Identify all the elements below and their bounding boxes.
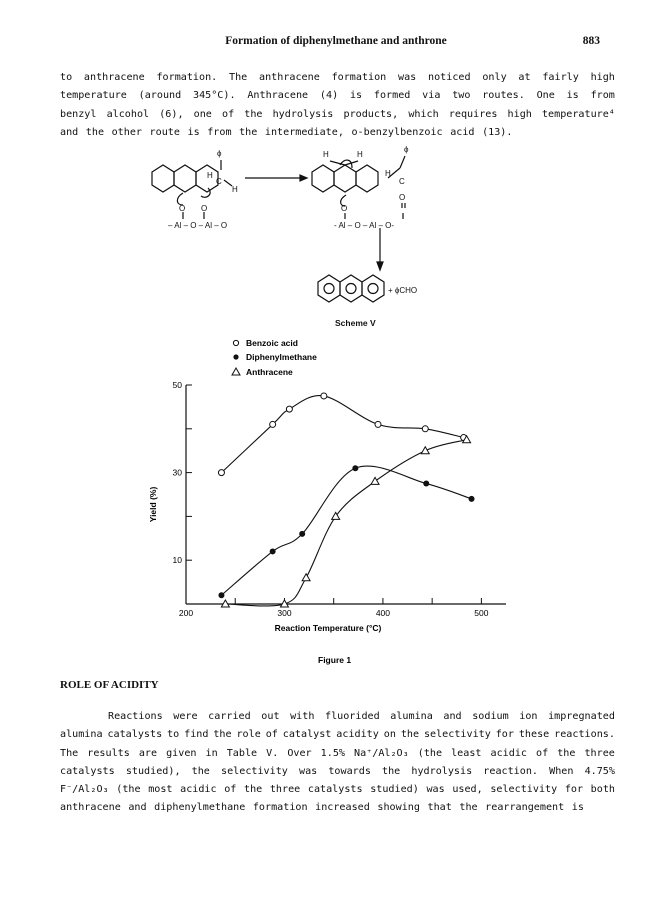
o-label-right-2: O <box>341 204 348 213</box>
word: route <box>149 126 180 138</box>
word: selectivity <box>490 784 558 796</box>
x-tick-label: 500 <box>474 608 489 618</box>
word: anthracene <box>83 72 145 83</box>
word: is <box>566 90 579 102</box>
word: was <box>398 72 417 83</box>
word: F⁻/Al₂O₃ <box>60 784 109 796</box>
text-line <box>60 726 615 744</box>
benzoic-acid-point <box>286 406 292 412</box>
figure-caption: Figure 1 <box>318 655 352 665</box>
word: (13). <box>482 126 513 138</box>
legend-label-anthracene: Anthracene <box>246 367 293 377</box>
legend-filled-circle-icon <box>233 354 238 359</box>
word: products, <box>343 108 399 120</box>
word: the <box>382 765 401 777</box>
word: diphenylmethane <box>154 802 246 814</box>
word: impregnated <box>548 711 615 722</box>
word: 345°C). <box>193 90 236 102</box>
word: reaction. <box>483 765 538 777</box>
word: the <box>557 747 576 759</box>
word: formation <box>331 72 387 83</box>
word: (the <box>116 784 141 796</box>
word: fluorided <box>325 711 380 722</box>
h-label-left: H <box>232 185 238 194</box>
word: 4.75% <box>584 765 615 777</box>
y-tick-label: 10 <box>172 555 182 566</box>
word: studied) <box>370 784 419 796</box>
word: the <box>244 784 263 796</box>
word: carried <box>208 711 251 722</box>
word: V. <box>266 747 279 759</box>
word: results <box>87 747 130 759</box>
x-axis-label: Reaction Temperature (°C) <box>274 623 382 633</box>
word: of <box>265 729 278 741</box>
word: three <box>269 784 301 796</box>
benzoic-acid-point <box>422 426 428 432</box>
diphenylmethane-point <box>469 496 475 502</box>
word: the <box>459 802 478 814</box>
word: (6), <box>159 108 184 120</box>
word: at <box>518 72 531 83</box>
word: selectivity <box>423 729 491 741</box>
o-label-left-2: O <box>201 204 208 213</box>
word: two <box>452 90 471 102</box>
word: studied), <box>125 765 181 777</box>
word: these <box>518 729 550 741</box>
y-tick-label: 30 <box>172 467 182 478</box>
word: were <box>173 711 198 722</box>
series-line-1 <box>221 466 471 595</box>
diphenylmethane-point <box>423 481 429 487</box>
word: acidity <box>336 729 379 741</box>
word: via <box>422 90 441 102</box>
word: One <box>536 90 555 102</box>
word: catalysts <box>107 729 163 741</box>
y-tick-label: 50 <box>172 380 182 390</box>
word: catalysts <box>60 765 115 777</box>
anthracene-point <box>421 447 429 454</box>
text-line <box>60 745 615 763</box>
benzoic-acid-point <box>321 393 327 399</box>
word: 1.5% <box>320 747 345 759</box>
word: anthracene <box>60 802 121 814</box>
word: the <box>85 126 105 138</box>
word: is <box>571 802 584 814</box>
word: the <box>213 729 232 741</box>
word: acidic <box>490 747 527 759</box>
word: was <box>426 784 445 796</box>
legend-open-triangle-icon <box>232 368 240 375</box>
text-line <box>60 708 615 726</box>
word: the <box>244 108 263 120</box>
legend-label-benzoic-acid: Benzoic acid <box>246 338 298 348</box>
word: least <box>451 747 482 759</box>
word: of <box>222 108 235 120</box>
diphenylmethane-point <box>299 531 305 537</box>
anthracene-point <box>302 574 310 581</box>
diphenylmethane-point <box>218 592 224 598</box>
word: alcohol <box>106 108 150 120</box>
word: sodium <box>472 711 509 722</box>
word: When <box>549 765 574 777</box>
word: ion <box>519 711 538 722</box>
paragraph-role-of-acidity <box>60 708 615 818</box>
word: o-benzylbenzoic <box>351 126 443 138</box>
word: find <box>184 729 209 741</box>
x-tick-label: 200 <box>178 608 194 618</box>
word: Table <box>226 747 258 759</box>
phi-label-right: ϕ <box>404 145 409 154</box>
text-line <box>60 799 615 817</box>
word: Na⁺/Al₂O₃ <box>354 747 409 759</box>
benzoic-acid-point <box>270 421 276 427</box>
word: only <box>482 72 507 83</box>
h-label-right-2: H <box>357 150 363 159</box>
x-tick-label: 300 <box>277 608 292 618</box>
text-line <box>60 781 615 799</box>
word: role <box>236 729 261 741</box>
h-label-right-3: H <box>385 169 391 178</box>
word: towards <box>328 765 371 777</box>
word: most <box>148 784 173 796</box>
x-tick-label: 400 <box>375 608 391 618</box>
word: routes. <box>482 90 525 102</box>
h-label-right-1: H <box>323 150 329 159</box>
word: formed <box>373 90 411 102</box>
word: selectivity <box>221 765 288 777</box>
word: alumina <box>390 711 433 722</box>
word: are <box>138 747 158 759</box>
word: increased <box>315 802 370 814</box>
word: high <box>507 108 532 120</box>
word: other <box>111 126 142 138</box>
chart-legend <box>232 338 317 377</box>
phi-label-left: ϕ <box>217 149 222 158</box>
word: which <box>408 108 439 120</box>
word: that <box>427 802 452 814</box>
benzoic-acid-point <box>218 470 224 476</box>
benzoic-acid-point <box>375 421 381 427</box>
word: and <box>60 126 79 138</box>
word: (4) <box>319 90 339 102</box>
word: fairly <box>542 72 579 83</box>
word: acidic <box>180 784 217 796</box>
word: three <box>584 747 615 759</box>
word: (around <box>138 90 182 102</box>
word: the <box>191 765 210 777</box>
word: acid <box>450 126 475 138</box>
word: for <box>564 784 584 796</box>
word: is <box>187 126 200 138</box>
series-line-0 <box>221 396 463 473</box>
word: requires <box>448 108 498 120</box>
word: the <box>239 126 258 138</box>
word: the <box>400 729 420 741</box>
word: reactions. <box>554 729 615 741</box>
word: benzyl <box>60 108 97 120</box>
diphenylmethane-point <box>352 465 358 471</box>
word: catalyst <box>282 729 332 741</box>
word: hydrolysis <box>411 765 473 777</box>
anthracene-point <box>371 477 379 484</box>
word: of <box>536 747 549 759</box>
word: anthracene <box>259 72 320 83</box>
word: is <box>349 90 363 102</box>
word: hydrolysis <box>272 108 334 120</box>
series-line-2 <box>225 440 466 606</box>
word: from <box>590 90 615 102</box>
running-title: Formation of diphenylmethane and anthrone <box>225 35 447 47</box>
legend-open-circle-icon <box>233 340 238 345</box>
word: catalysts <box>307 784 363 796</box>
legend-label-diphenylmethane: Diphenylmethane <box>246 352 317 362</box>
word: out <box>261 711 280 722</box>
word: one <box>193 108 212 120</box>
word: formation <box>252 802 308 814</box>
word: from <box>207 126 232 138</box>
scheme-caption: Scheme V <box>335 318 376 328</box>
word: The <box>229 72 248 83</box>
word: both <box>590 784 615 796</box>
text-line <box>60 763 615 781</box>
word: to <box>60 72 73 83</box>
page-number: 883 <box>582 35 600 47</box>
alumina-chain-right: - Al – O – Al – O- <box>334 221 395 230</box>
word: intermediate, <box>264 126 344 138</box>
c-label-left: C <box>216 177 222 186</box>
word: high <box>590 72 615 83</box>
word: showing <box>377 802 420 814</box>
word: alumina <box>60 729 103 741</box>
word: Over <box>287 747 312 759</box>
alumina-chain-left: – Al – O – Al – O <box>168 221 228 230</box>
word: was <box>299 765 318 777</box>
o-label-left-1: O <box>179 204 186 213</box>
o-label-right-1: O <box>399 193 406 202</box>
y-axis-label: Yield (%) <box>148 486 158 523</box>
word: temperature⁴ <box>541 108 615 120</box>
word: with <box>290 711 315 722</box>
word: rearrangement <box>485 802 565 814</box>
word: for <box>495 729 514 741</box>
word: given <box>166 747 197 759</box>
product-benzaldehyde: + ϕCHO <box>388 286 418 295</box>
word: and <box>443 711 462 722</box>
word: to <box>167 729 180 741</box>
c-label-right: C <box>399 177 405 186</box>
word: in <box>205 747 218 759</box>
word: used, <box>452 784 483 796</box>
diphenylmethane-point <box>270 548 276 554</box>
word: noticed <box>428 72 471 83</box>
word: formation. <box>156 72 218 83</box>
word: The <box>60 747 79 759</box>
word: Anthracene <box>247 90 309 102</box>
word: Reactions <box>108 711 163 722</box>
section-heading: ROLE OF ACIDITY <box>60 679 159 691</box>
word: and <box>128 802 147 814</box>
word: of <box>224 784 237 796</box>
word: on <box>383 729 396 741</box>
word: temperature <box>60 90 127 102</box>
word: (the <box>417 747 443 759</box>
h-label-left-2: H <box>207 171 213 180</box>
